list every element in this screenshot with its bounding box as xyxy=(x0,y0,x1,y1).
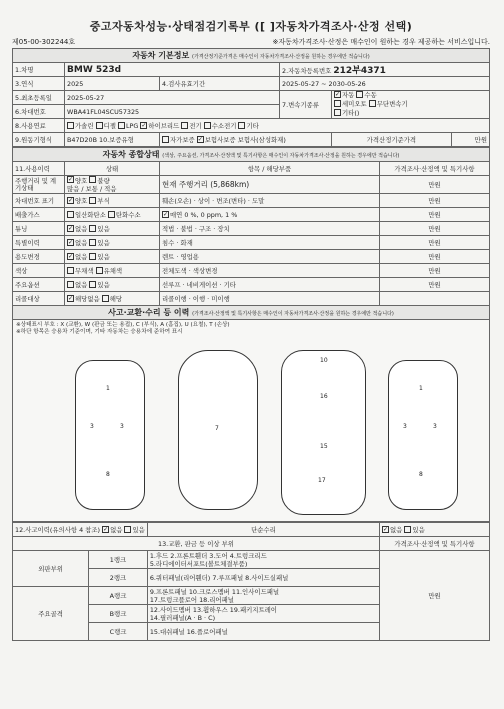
fuel-diesel[interactable] xyxy=(96,122,103,129)
warranty-options: 자가보증 ✓ 보험사보증 보험사(삼성화재) xyxy=(160,133,332,147)
parts-subheader: 13.교환, 판금 등 이상 부위 xyxy=(13,537,380,551)
status-row-detail: ✓ 매연 0 %, 0 ppm, 1 % xyxy=(160,208,380,222)
status-row-unit: 만원 xyxy=(380,236,490,250)
fuel-gasoline[interactable] xyxy=(67,122,74,129)
history-none[interactable] xyxy=(102,526,109,533)
basic-header: 자동차 기본정보 (가격산정기준가격은 매수인이 자동차가격조사·산정을 원하는 경우에만 적습니다) xyxy=(13,49,490,63)
trans-options: ✓자동 수동 세미오토 무단변속기 기타() xyxy=(332,91,490,119)
doc-number: 제05-00-302244호 xyxy=(12,38,76,46)
warranty-self[interactable] xyxy=(162,136,169,143)
doc-note: ※자동차가격조사·산정은 매수인이 원하는 경우 제공하는 서비스입니다. xyxy=(272,38,490,46)
checkbox-cvt[interactable] xyxy=(369,100,376,107)
status-row-unit: 만원 xyxy=(380,222,490,236)
main-frame-label: 주요골격 xyxy=(13,587,89,641)
reg-cell: 2.자동차등록번호 212부4371 xyxy=(280,63,490,77)
warranty-insurance[interactable] xyxy=(197,136,204,143)
inspect-value: 2025-05-27 ~ 2030-05-26 xyxy=(280,77,490,91)
car-top-icon: 7 xyxy=(178,350,258,510)
rank-label: A랭크 xyxy=(89,587,148,605)
history-cell: 12.사고이력(유의사항 4 참조) ✓ 없음 있음 xyxy=(13,523,148,537)
fuel-lpg[interactable] xyxy=(118,122,125,129)
engine-cell: B47D20B 10.보증유형 xyxy=(65,133,160,147)
check-b[interactable] xyxy=(89,281,96,288)
status-row-label: 차대번호 표기 xyxy=(13,194,65,208)
basic-info-table xyxy=(12,48,490,147)
fuel-hydrogen[interactable] xyxy=(204,122,211,129)
status-header: 자동차 종합상태 (색상, 주요옵션, 가격조사·산정액 및 특기사항은 매수인이 자동차가격조사·산정을 원하는 경우에만 적습니다) xyxy=(13,148,490,162)
status-row-unit: 만원 xyxy=(380,278,490,292)
check-b[interactable] xyxy=(89,197,96,204)
rank-label: C랭크 xyxy=(89,623,148,641)
status-row-label: 튜닝 xyxy=(13,222,65,236)
status-row-detail: 침수 · 화재 xyxy=(160,236,380,250)
rank-items: 9.프론트패널 10.크로스멤버 11.인사이드패널 17.트렁크플로어 18.리어패널 xyxy=(147,587,379,605)
rank-label: B랭크 xyxy=(89,605,148,623)
check-a[interactable] xyxy=(67,267,74,274)
status-col1: 11.사용이력 xyxy=(13,162,65,176)
simple-label: 단순수리 xyxy=(147,523,379,537)
rank-items: 6.쿼터패널(리어휀더) 7.루프패널 8.사이드실패널 xyxy=(147,569,379,587)
status-row-label: 색상 xyxy=(13,264,65,278)
checkbox-manual[interactable] xyxy=(356,91,363,98)
rank-items: 15.대쉬패널 16.플로어패널 xyxy=(147,623,379,641)
fuel-hybrid[interactable] xyxy=(140,122,147,129)
check-b[interactable] xyxy=(108,211,115,218)
status-col4: 가격조사·산정액 및 특기사항 xyxy=(380,162,490,176)
status-row-unit: 만원 xyxy=(380,250,490,264)
engine-label: 9.원동기형식 xyxy=(13,133,65,147)
fuel-other[interactable] xyxy=(238,122,245,129)
check-soot[interactable] xyxy=(162,211,169,218)
status-row-state: 무채색 유채색 xyxy=(65,264,160,278)
status-col2: 상태 xyxy=(65,162,160,176)
status-row-state: ✓ 없음 있음 xyxy=(65,236,160,250)
status-row-state: ✓ 양호 부식 xyxy=(65,194,160,208)
status-col3: 항목 / 해당부품 xyxy=(160,162,380,176)
rank-items: 12.사이드멤버 13.휠하우스 19.패키지트레이 14.필러패널(A · B · C) xyxy=(147,605,379,623)
vin-label: 6.차대번호 xyxy=(13,105,65,119)
reg-value: 212부4371 xyxy=(333,66,386,76)
trans-label: 7.변속기종류 xyxy=(280,91,332,119)
simple-yes[interactable] xyxy=(404,526,411,533)
doc-subheader xyxy=(12,36,490,48)
damage-diagram xyxy=(12,320,490,522)
rank-label: 1랭크 xyxy=(89,551,148,569)
accident-header: 사고·교환·수리 등 이력 (가격조사·산정액 및 특기사항은 매수인이 자동차가격조사·산정을 원하는 경우에만 적습니다) xyxy=(13,306,490,320)
car-side-left-icon: 1 3 3 8 xyxy=(75,360,145,510)
checkbox-auto[interactable] xyxy=(334,91,341,98)
status-row-label: 용도변경 xyxy=(13,250,65,264)
simple-none[interactable] xyxy=(382,526,389,533)
check-a[interactable] xyxy=(67,211,74,218)
check-b[interactable] xyxy=(89,225,96,232)
fuel-options: 가솔린 디젤 LPG ✓ 하이브리드 전기 수소전기 기타 xyxy=(65,119,490,133)
parts-unit: 만원 xyxy=(380,551,490,641)
check-a[interactable] xyxy=(67,295,74,302)
history-yes[interactable] xyxy=(124,526,131,533)
rank-label: 2랭크 xyxy=(89,569,148,587)
status-row-label: 특별이력 xyxy=(13,236,65,250)
price-unit: 만원 xyxy=(451,133,489,147)
status-row-detail: 렌트 · 영업용 xyxy=(160,250,380,264)
check-a[interactable] xyxy=(67,239,74,246)
status-row-state: ✓ 없음 있음 xyxy=(65,250,160,264)
check-b[interactable] xyxy=(96,267,103,274)
check-b[interactable] xyxy=(89,253,96,260)
simple-cell: ✓ 없음 있음 xyxy=(380,523,490,537)
parts-price-header: 가격조사·산정액 및 특기사항 xyxy=(380,537,490,551)
fuel-label: 8.사용연료 xyxy=(13,119,65,133)
status-row-detail: 리콜이행 · 이행 · 미이행 xyxy=(160,292,380,306)
status-row-state: ✓양호 불량 많음 / 보통 / 적음 xyxy=(65,176,160,194)
car-side-right-icon: 1 3 3 8 xyxy=(388,360,458,510)
status-row-state: 일산화탄소 탄화수소 xyxy=(65,208,160,222)
status-row-state: 없음 있음 xyxy=(65,278,160,292)
check-b[interactable] xyxy=(102,295,109,302)
car-frame-icon: 10 16 15 17 xyxy=(281,350,366,515)
diagram-legend: ※상태표시 부호 : X (교환), W (판금 또는 용접), C (부식), A (흠집), U (요철), T (손상) ※하단 항목은 승용차 기준이며, 기타 자동차는 승용차에 준하여 표시 xyxy=(16,322,230,335)
status-row-unit: 만원 xyxy=(380,264,490,278)
status-row-label: 배출가스 xyxy=(13,208,65,222)
first-reg-label: 5.최초등록일 xyxy=(13,91,65,105)
inspect-label: 4.검사유효기간 xyxy=(160,77,280,91)
outer-label: 외판부위 xyxy=(13,551,89,587)
check-a[interactable] xyxy=(67,197,74,204)
check-a[interactable] xyxy=(67,253,74,260)
status-row-unit: 만원 xyxy=(380,194,490,208)
status-row-unit xyxy=(380,292,490,306)
repair-table xyxy=(12,522,490,641)
check-a[interactable] xyxy=(67,176,74,183)
year-value: 2025 xyxy=(65,77,160,91)
status-row-detail: 전체도색 · 색상변경 xyxy=(160,264,380,278)
year-label: 3.연식 xyxy=(13,77,65,91)
check-b[interactable] xyxy=(89,239,96,246)
first-reg-value: 2025-05-27 xyxy=(65,91,280,105)
status-row-state: ✓ 해당없음 해당 xyxy=(65,292,160,306)
status-table xyxy=(12,147,490,320)
status-row-unit: 만원 xyxy=(380,208,490,222)
name-label: 1.차명 xyxy=(13,63,65,77)
name-value: BMW 523d xyxy=(65,63,280,77)
check-b[interactable] xyxy=(89,176,96,183)
document-title: 중고자동차성능·상태점검기록부 ([ ]자동차가격조사·산정 선택) xyxy=(89,20,413,33)
status-row-state: ✓ 없음 있음 xyxy=(65,222,160,236)
fuel-electric[interactable] xyxy=(181,122,188,129)
rank-items: 1.후드 2.프론트휀더 3.도어 4.트렁크리드 5.라디에이터서포트(볼트체결부품) xyxy=(147,551,379,569)
status-row-label: 리콜대상 xyxy=(13,292,65,306)
vin-value: WBA41FL04SCU57325 xyxy=(65,105,280,119)
status-row-detail: 선루프 · 네비게이션 · 기타 xyxy=(160,278,380,292)
status-row-detail: 훼손(오손) · 상이 · 변조(변타) · 도말 xyxy=(160,194,380,208)
status-row-unit: 만원 xyxy=(380,176,490,194)
check-a[interactable] xyxy=(67,225,74,232)
price-label: 가격산정기준가격 xyxy=(332,133,452,147)
check-a[interactable] xyxy=(67,281,74,288)
status-row-label: 주요옵션 xyxy=(13,278,65,292)
checkbox-other[interactable] xyxy=(334,109,341,116)
status-row-label: 주행거리 및 계기상태 xyxy=(13,176,65,194)
status-row-detail: 현재 주행거리 (5,868km) xyxy=(160,176,380,194)
status-row-detail: 적법 · 불법 · 구조 · 장치 xyxy=(160,222,380,236)
checkbox-semi[interactable] xyxy=(334,100,341,107)
